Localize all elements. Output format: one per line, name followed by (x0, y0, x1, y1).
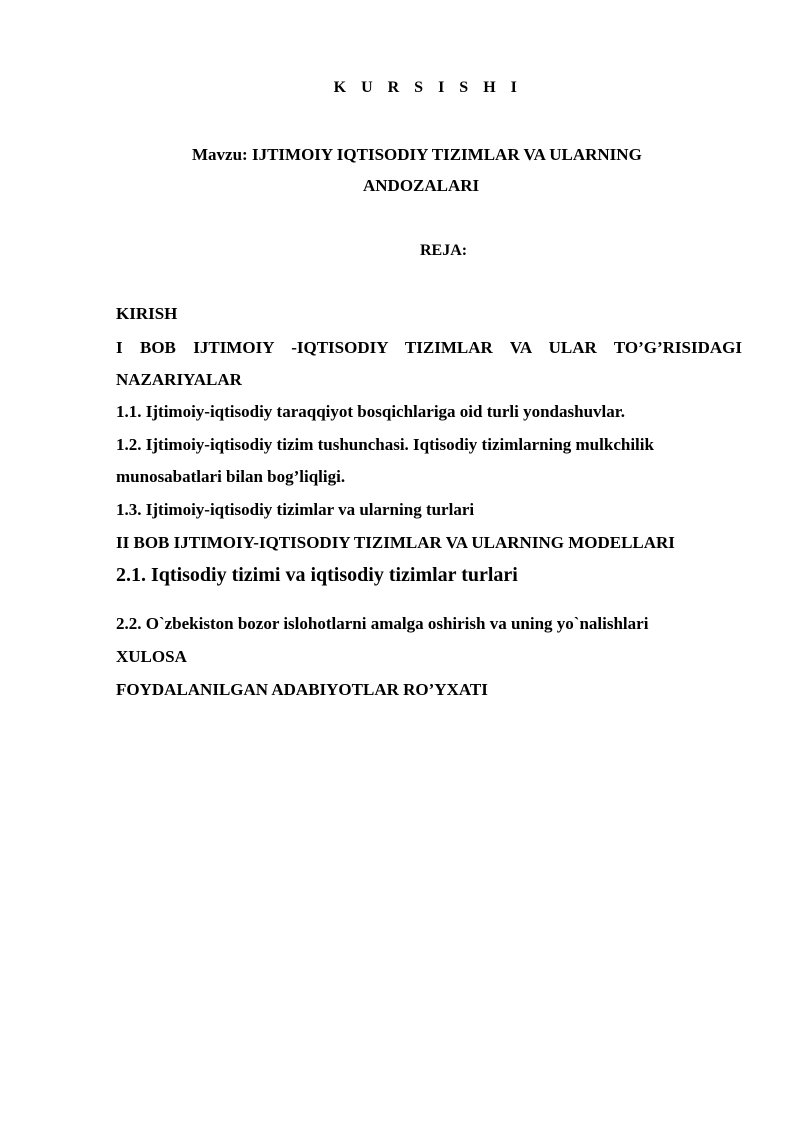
plan-heading: REJA: (420, 242, 468, 259)
topic-line-2: ANDOZALARI (363, 176, 480, 195)
toc-section-2-2: 2.2. O`zbekiston bozor islohotlarni amalga oshirish va uning yo`nalishlari (116, 614, 649, 633)
toc-intro: KIRISH (116, 304, 178, 323)
topic-line-1: Mavzu: IJTIMOIY IQTISODIY TIZIMLAR VA ULARNING (192, 145, 642, 164)
toc-chapter-1-line-2: NAZARIYALAR (116, 370, 242, 389)
toc-section-1-2-line-2: munosabatlari bilan bog’liqligi. (116, 467, 346, 486)
toc-chapter-2: II BOB IJTIMOIY-IQTISODIY TIZIMLAR VA ULARNING MODELLARI (116, 533, 675, 552)
toc-section-1-3: 1.3. Ijtimoiy-iqtisodiy tizimlar va ularning turlari (116, 500, 475, 519)
toc-conclusion: XULOSA (116, 647, 187, 666)
toc-chapter-1-line-1: I BOB IJTIMOIY -IQTISODIY TIZIMLAR VA ULAR TO’G’RISIDAGI (116, 338, 742, 357)
toc-section-1-1: 1.1. Ijtimoiy-iqtisodiy taraqqiyot bosqichlariga oid turli yondashuvlar. (116, 402, 625, 421)
toc-section-1-2-line-1: 1.2. Ijtimoiy-iqtisodiy tizim tushunchasi. Iqtisodiy tizimlarning mulkchilik (116, 435, 654, 454)
toc-section-2-1: 2.1. Iqtisodiy tizimi va iqtisodiy tizimlar turlari (116, 564, 518, 586)
toc-references: FOYDALANILGAN ADABIYOTLAR RO’YXATI (116, 680, 488, 699)
document-title: K U R S I S H I (333, 79, 523, 96)
